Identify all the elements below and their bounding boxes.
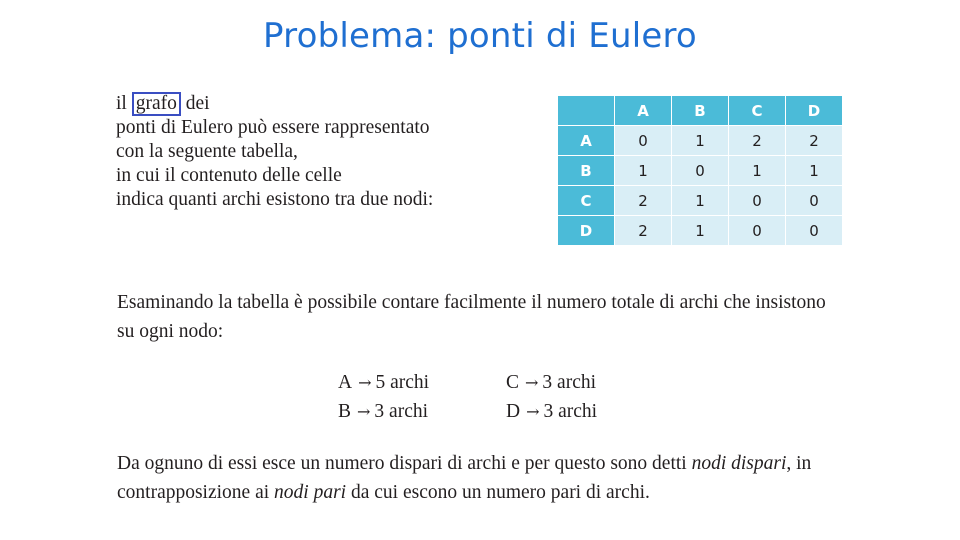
table-cell: 1 xyxy=(672,126,729,156)
slide-title: Problema: ponti di Eulero xyxy=(263,16,697,56)
table-column-header: B xyxy=(672,96,729,126)
arc-count-d xyxy=(506,401,597,423)
node-label: A xyxy=(338,372,353,393)
table-column-header: D xyxy=(786,96,843,126)
right-arrow-icon: → xyxy=(357,402,371,421)
intro-line-3: con la seguente tabella, xyxy=(116,141,298,162)
paragraph-odd-nodes xyxy=(117,449,847,507)
table-row-header: B xyxy=(558,156,615,186)
paragraph-text: Da ognuno di essi esce un numero dispari di archi e per questo sono detti xyxy=(117,453,692,474)
table-column-header: A xyxy=(615,96,672,126)
paragraph-count-arcs: Esaminando la tabella è possibile contare facilmente il numero totale di archi che insistono su ogni nodo: xyxy=(117,292,826,342)
italic-term-nodi-dispari: nodi dispari xyxy=(691,453,787,474)
table-cell: 1 xyxy=(615,156,672,186)
table-row-header: C xyxy=(558,186,615,216)
paragraph-text: da cui escono un numero pari di archi. xyxy=(346,482,650,503)
right-arrow-icon: → xyxy=(525,373,539,392)
table-row-header: D xyxy=(558,216,615,246)
intro-line-2: ponti di Eulero può essere rappresentato xyxy=(116,117,430,138)
paragraph-text: , in contrapposizione ai xyxy=(117,453,812,503)
table-cell: 2 xyxy=(786,126,843,156)
table-row xyxy=(558,216,843,246)
intro-prefix: il xyxy=(116,93,132,114)
table-cell: 1 xyxy=(672,186,729,216)
arc-value: 5 archi xyxy=(375,372,430,393)
arc-value: 3 archi xyxy=(374,401,429,422)
table-row xyxy=(558,126,843,156)
arc-value: 3 archi xyxy=(543,401,598,422)
intro-line-1 xyxy=(116,92,536,116)
node-label: D xyxy=(506,401,521,422)
table-header-row xyxy=(558,96,843,126)
table-cell: 1 xyxy=(786,156,843,186)
table-cell: 1 xyxy=(729,156,786,186)
table-cell: 0 xyxy=(672,156,729,186)
arc-count-b xyxy=(338,401,428,423)
arc-count-c xyxy=(506,372,596,394)
table-cell: 0 xyxy=(729,216,786,246)
intro-line-5: indica quanti archi esistono tra due nodi: xyxy=(116,189,434,210)
right-arrow-icon: → xyxy=(526,402,540,421)
table-cell: 0 xyxy=(615,126,672,156)
table-cell: 2 xyxy=(729,126,786,156)
table-column-header: C xyxy=(729,96,786,126)
table-cell: 0 xyxy=(729,186,786,216)
highlighted-word-grafo: grafo xyxy=(132,92,181,116)
intro-text xyxy=(116,92,536,212)
table-row xyxy=(558,186,843,216)
table-cell: 0 xyxy=(786,186,843,216)
node-label: C xyxy=(506,372,520,393)
intro-line-4: in cui il contenuto delle celle xyxy=(116,165,342,186)
right-arrow-icon: → xyxy=(358,373,372,392)
italic-term-nodi-pari: nodi pari xyxy=(274,482,347,503)
adjacency-table xyxy=(557,95,843,246)
table-cell: 2 xyxy=(615,186,672,216)
table-row xyxy=(558,156,843,186)
table-corner-cell xyxy=(558,96,615,126)
table-cell: 0 xyxy=(786,216,843,246)
arc-value: 3 archi xyxy=(542,372,597,393)
arc-count-a xyxy=(338,372,429,394)
table-row-header: A xyxy=(558,126,615,156)
intro-line-1-rest: dei xyxy=(180,93,210,114)
table-cell: 2 xyxy=(615,216,672,246)
table-cell: 1 xyxy=(672,216,729,246)
node-label: B xyxy=(338,401,352,422)
